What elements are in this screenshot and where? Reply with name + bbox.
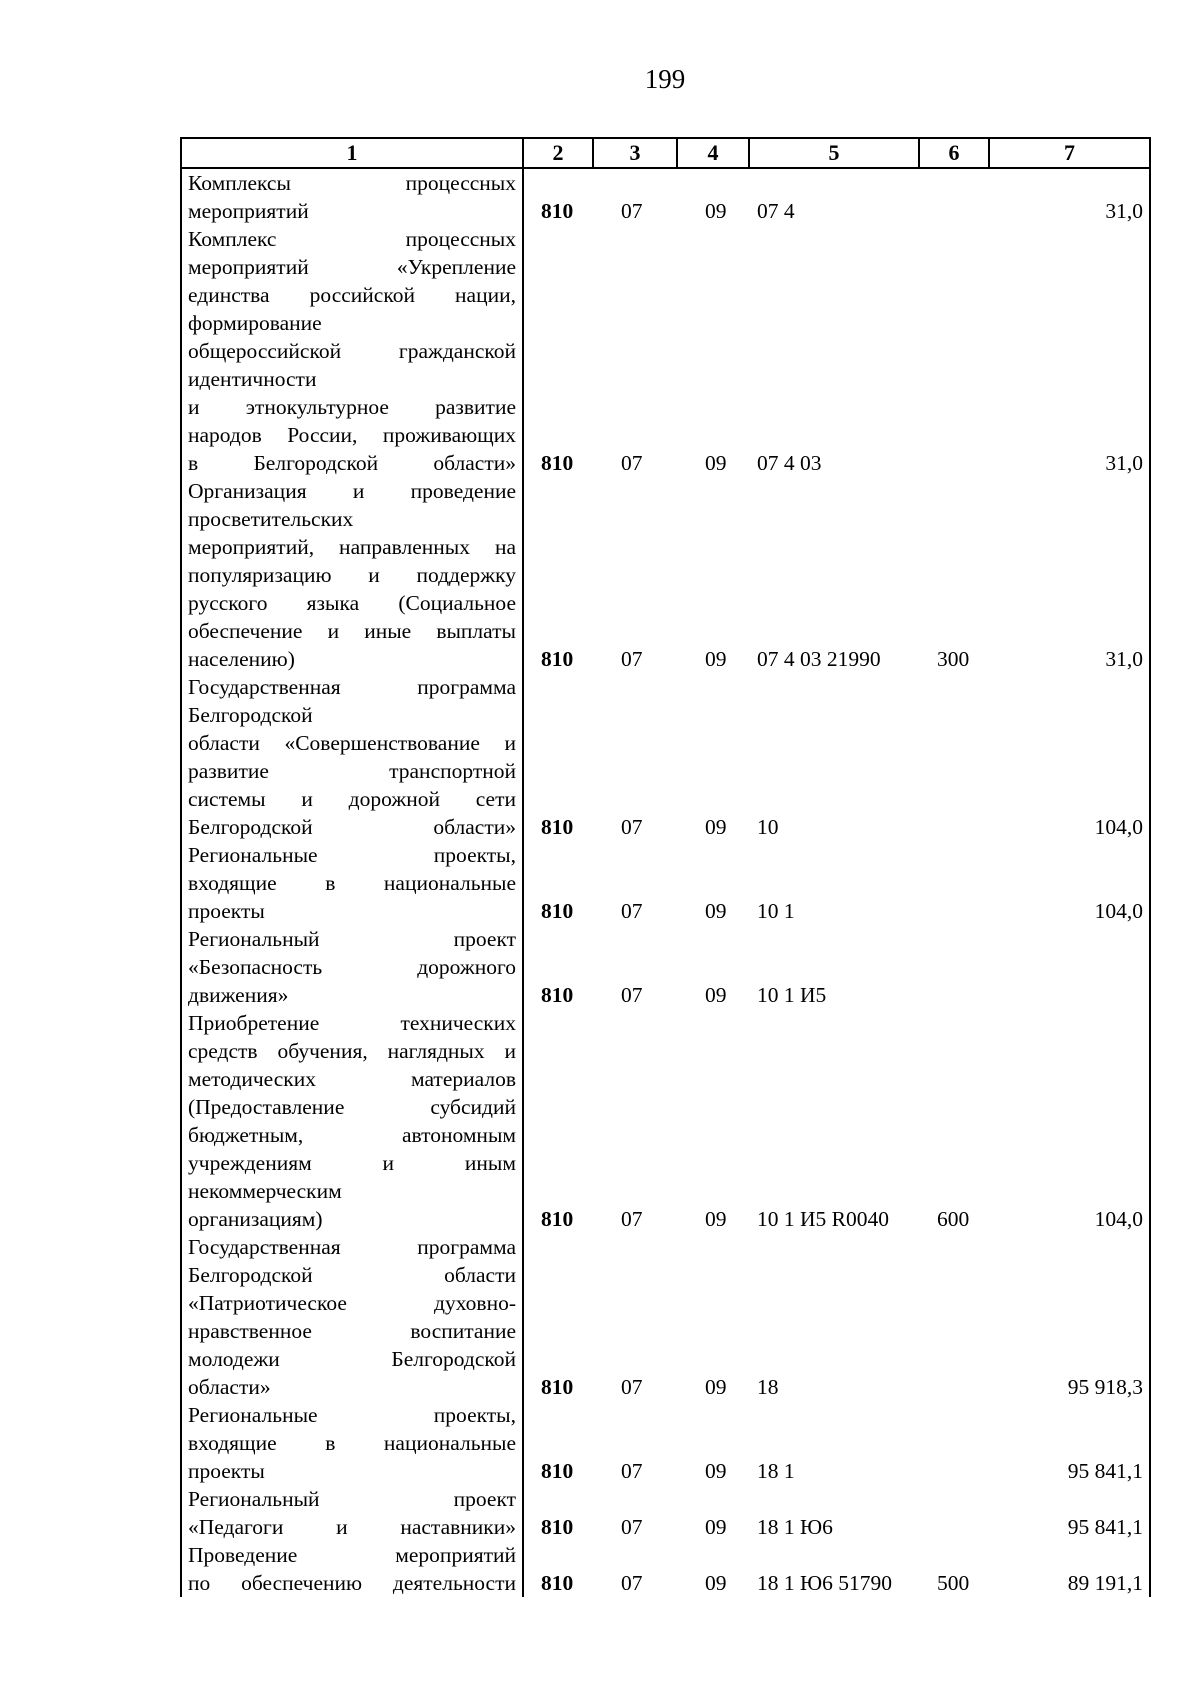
row-name-line: (Предоставление субсидий [188,1095,516,1119]
section-code: 07 [621,1571,643,1595]
row-name [181,925,523,1009]
row-name-line: Комплекс процессных [188,227,516,251]
subsection-code: 09 [705,1459,727,1483]
row-name-line: обеспечение и иные выплаты [188,619,516,643]
header-col-3: 3 [593,138,677,168]
expense-type-code [919,1401,989,1485]
expense-type-code [919,168,989,225]
row-name-line: формирование [188,311,322,335]
admin-code: 810 [541,1459,574,1483]
table-row [181,1233,1150,1401]
row-name-line: по обеспечению деятельности [188,1571,516,1595]
row-name-line: движения» [188,983,289,1007]
header-col-5: 5 [749,138,919,168]
row-name-line: входящие в национальные [188,871,516,895]
subsection-code: 09 [705,451,727,475]
amount: 89 191,1 [989,1541,1150,1597]
amount: 104,0 [989,1009,1150,1233]
row-name-line: Белгородской [188,703,313,727]
amount: 31,0 [989,477,1150,673]
admin-code: 810 [541,1571,574,1595]
row-name-line: Государственная программа [188,675,516,699]
row-name-line: «Патриотическое духовно- [188,1291,516,1315]
row-name-line: идентичности [188,367,317,391]
row-name-line: области» [188,1375,271,1399]
target-article-code: 18 1 Ю6 51790 [757,1571,892,1595]
subsection-code: 09 [705,1571,727,1595]
section-code: 07 [621,1207,643,1231]
row-name-line: единства российской нации, [188,283,516,307]
expense-type-code [919,673,989,841]
budget-table [180,137,1151,1597]
row-name-line: Проведение мероприятий [188,1543,516,1567]
row-name-line: Региональные проекты, [188,843,516,867]
subsection-code: 09 [705,1375,727,1399]
row-name [181,477,523,673]
row-name-line: русского языка (Социальное [188,591,516,615]
section-code: 07 [621,451,643,475]
header-col-7: 7 [989,138,1150,168]
subsection-code: 09 [705,1207,727,1231]
amount: 31,0 [989,225,1150,477]
admin-code: 810 [541,451,574,475]
table-row [181,1009,1150,1233]
row-name-line: бюджетным, автономным [188,1123,516,1147]
table-row [181,841,1150,925]
row-name [181,673,523,841]
expense-type-code [919,225,989,477]
row-name-line: Приобретение технических [188,1011,516,1035]
subsection-code: 09 [705,647,727,671]
admin-code: 810 [541,899,574,923]
row-name-line: мероприятий «Укрепление [188,255,516,279]
row-name-line: популяризацию и поддержку [188,563,516,587]
row-name [181,1485,523,1541]
target-article-code: 18 1 Ю6 [757,1515,833,1539]
row-name-line: и этнокультурное развитие [188,395,516,419]
table-row [181,1485,1150,1541]
row-name-line: Комплексы процессных [188,171,516,195]
section-code: 07 [621,1459,643,1483]
expense-type-code [919,1485,989,1541]
admin-code: 810 [541,983,574,1007]
section-code: 07 [621,899,643,923]
row-name-line: организациям) [188,1207,323,1231]
table-row [181,477,1150,673]
row-name [181,1233,523,1401]
row-name-line: области «Совершенствование и [188,731,516,755]
row-name-line: Организация и проведение [188,479,516,503]
section-code: 07 [621,199,643,223]
row-name-line: средств обучения, наглядных и [188,1039,516,1063]
row-name [181,841,523,925]
row-name-line: проекты [188,1459,265,1483]
row-name-line: Региональные проекты, [188,1403,516,1427]
table-row [181,673,1150,841]
row-name-line: нравственное воспитание [188,1319,516,1343]
amount: 31,0 [989,168,1150,225]
section-code: 07 [621,815,643,839]
row-name-line: общероссийской гражданской [188,339,516,363]
header-col-6: 6 [919,138,989,168]
amount: 95 841,1 [989,1485,1150,1541]
section-code: 07 [621,647,643,671]
row-name-line: развитие транспортной [188,759,516,783]
expense-type-code: 300 [937,647,970,671]
row-name-line: системы и дорожной сети [188,787,516,811]
row-name-line: молодежи Белгородской [188,1347,516,1371]
row-name-line: проекты [188,899,265,923]
table-row [181,1401,1150,1485]
subsection-code: 09 [705,199,727,223]
target-article-code: 18 1 [757,1459,795,1483]
target-article-code: 10 [757,815,779,839]
row-name-line: «Безопасность дорожного [188,955,516,979]
row-name-line: Белгородской области [188,1263,516,1287]
target-article-code: 07 4 03 [757,451,822,475]
amount [989,925,1150,1009]
amount: 104,0 [989,841,1150,925]
subsection-code: 09 [705,1515,727,1539]
header-col-4: 4 [677,138,749,168]
amount: 95 918,3 [989,1233,1150,1401]
subsection-code: 09 [705,815,727,839]
row-name-line: в Белгородской области» [188,451,516,475]
header-col-2: 2 [523,138,593,168]
subsection-code: 09 [705,983,727,1007]
section-code: 07 [621,1515,643,1539]
expense-type-code: 500 [937,1571,970,1595]
row-name-line: некоммерческим [188,1179,342,1203]
amount: 95 841,1 [989,1401,1150,1485]
admin-code: 810 [541,1375,574,1399]
section-code: 07 [621,983,643,1007]
target-article-code: 10 1 И5 [757,983,827,1007]
row-name-line: мероприятий [188,199,309,223]
row-name-line: «Педагоги и наставники» [188,1515,516,1539]
amount: 104,0 [989,673,1150,841]
target-article-code: 10 1 [757,899,795,923]
row-name [181,1401,523,1485]
row-name-line: народов России, проживающих [188,423,516,447]
row-name-line: методических материалов [188,1067,516,1091]
section-code: 07 [621,1375,643,1399]
expense-type-code [919,1233,989,1401]
row-name [181,168,523,225]
row-name-line: просветительских [188,507,354,531]
subsection-code: 09 [705,899,727,923]
row-name-line: Белгородской области» [188,815,516,839]
target-article-code: 10 1 И5 R0040 [757,1207,889,1231]
row-name [181,1541,523,1597]
row-name [181,1009,523,1233]
row-name-line: учреждениям и иным [188,1151,516,1175]
table-body [181,168,1150,1597]
row-name [181,225,523,477]
page-number: 199 [644,64,686,94]
table-row [181,168,1150,225]
row-name-line: Региональный проект [188,927,516,951]
expense-type-code: 600 [937,1207,970,1231]
admin-code: 810 [541,1207,574,1231]
admin-code: 810 [541,647,574,671]
target-article-code: 07 4 [757,199,795,223]
header-col-1: 1 [181,138,523,168]
admin-code: 810 [541,199,574,223]
admin-code: 810 [541,1515,574,1539]
row-name-line: входящие в национальные [188,1431,516,1455]
row-name-line: Государственная программа [188,1235,516,1259]
table-row [181,925,1150,1009]
expense-type-code [919,925,989,1009]
header-row [181,138,1150,168]
table-row [181,1541,1150,1597]
row-name-line: населению) [188,647,295,671]
target-article-code: 07 4 03 21990 [757,647,881,671]
expense-type-code [919,841,989,925]
target-article-code: 18 [757,1375,779,1399]
row-name-line: мероприятий, направленных на [188,535,516,559]
table-row [181,225,1150,477]
row-name-line: Региональный проект [188,1487,516,1511]
admin-code: 810 [541,815,574,839]
